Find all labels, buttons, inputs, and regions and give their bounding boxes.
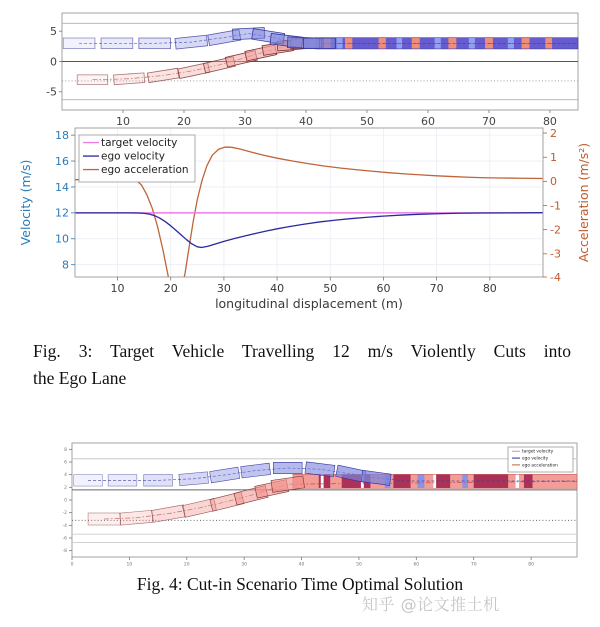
tick-label: 10 <box>126 562 133 568</box>
tick-label: 80 <box>482 282 497 295</box>
tick-label: 20 <box>183 562 190 568</box>
x-axis-label: longitudinal displacement (m) <box>215 296 403 311</box>
tick-label: 40 <box>298 562 305 568</box>
tick-label: -3 <box>550 247 561 261</box>
legend-label: target velocity <box>522 449 554 455</box>
tick-label: 50 <box>356 562 362 568</box>
watermark: 知乎 @论文推土机 <box>362 595 500 614</box>
tick-label: 60 <box>413 562 420 568</box>
tick-label: 30 <box>241 562 248 568</box>
tick-label: 20 <box>163 282 178 295</box>
tick-label: 0 <box>550 175 557 189</box>
tick-label: -4 <box>550 270 561 284</box>
tick-label: -2 <box>62 511 67 517</box>
tick-label: 50 <box>359 115 374 125</box>
legend-label: target velocity <box>101 136 178 149</box>
fig3-profile-plot <box>0 122 600 317</box>
tick-label: 5 <box>50 25 57 39</box>
tick-label: 20 <box>176 115 191 125</box>
tick-label: 30 <box>237 115 252 125</box>
ego-vehicle-box <box>179 472 209 486</box>
tick-label: 40 <box>270 282 285 295</box>
tick-label: 60 <box>376 282 391 295</box>
tick-label: 80 <box>542 115 557 125</box>
tick-label: -1 <box>550 199 561 213</box>
tick-label: 10 <box>115 115 130 125</box>
series-ego-velocity <box>75 213 543 248</box>
tick-label: -2 <box>550 223 561 237</box>
ego-vehicle-box <box>101 38 133 49</box>
tick-label: 18 <box>55 128 69 142</box>
target-vehicle-box <box>120 510 153 525</box>
tick-label: 40 <box>298 115 313 125</box>
ego-vehicle-box <box>139 38 171 49</box>
tick-label: 70 <box>429 282 444 295</box>
fig3-trajectory-plot <box>0 0 600 125</box>
ego-vehicle-box <box>108 475 137 486</box>
tick-label: -5 <box>46 85 57 99</box>
tick-label: 10 <box>110 282 125 295</box>
tick-label: -8 <box>62 549 67 555</box>
target-vehicle-box <box>77 75 107 85</box>
legend-label: ego acceleration <box>101 163 189 176</box>
tick-label: 2 <box>550 126 557 140</box>
tick-label: 0 <box>70 562 74 568</box>
tick-label: 1 <box>550 151 557 165</box>
ego-vehicle-box <box>74 475 103 486</box>
tick-label: 60 <box>420 115 435 125</box>
tick-label: 50 <box>323 282 338 295</box>
band-red-stripe <box>319 474 330 488</box>
fig3-caption-line1: Fig. 3: Target Vehicle Travelling 12 m/s Violently Cuts into <box>33 341 571 361</box>
tick-label: 70 <box>481 115 496 125</box>
legend-label: ego acceleration <box>522 463 558 469</box>
tick-label: 0 <box>64 498 67 504</box>
y-axis-label-left: Velocity (m/s) <box>18 159 33 246</box>
tick-label: 2 <box>64 485 67 491</box>
target-vehicle-box <box>88 513 120 525</box>
ego-vehicle-box <box>304 38 336 49</box>
ego-vehicle-box <box>273 462 302 473</box>
fig3-caption-line2: the Ego Lane <box>33 368 127 388</box>
tick-label: -6 <box>62 536 67 542</box>
tick-label: 8 <box>62 258 69 272</box>
legend-label: ego velocity <box>522 456 549 462</box>
tick-label: 6 <box>64 460 67 466</box>
target-vehicle-box <box>114 73 145 85</box>
fig3-caption <box>33 338 571 392</box>
tick-label: 16 <box>55 154 69 168</box>
band-gap <box>321 474 324 489</box>
tick-label: 30 <box>216 282 231 295</box>
ego-vehicle-box <box>144 475 173 486</box>
tick-label: 14 <box>55 180 69 194</box>
plot-border <box>72 443 577 557</box>
tick-label: 8 <box>64 447 67 453</box>
legend-label: ego velocity <box>101 150 165 163</box>
tick-label: 80 <box>528 562 534 568</box>
fig4-caption: Fig. 4: Cut-in Scenario Time Optimal Solution <box>136 574 464 594</box>
tick-label: -4 <box>62 523 67 529</box>
tick-label: 4 <box>64 473 67 479</box>
y-axis-label-right: Acceleration (m/s²) <box>576 142 591 263</box>
tick-label: 10 <box>55 232 69 246</box>
tick-label: 12 <box>55 206 69 220</box>
tick-label: 70 <box>470 562 477 568</box>
ego-vehicle-box <box>63 38 95 49</box>
fig4-trajectory-plot <box>0 438 600 573</box>
tick-label: 0 <box>50 55 57 69</box>
